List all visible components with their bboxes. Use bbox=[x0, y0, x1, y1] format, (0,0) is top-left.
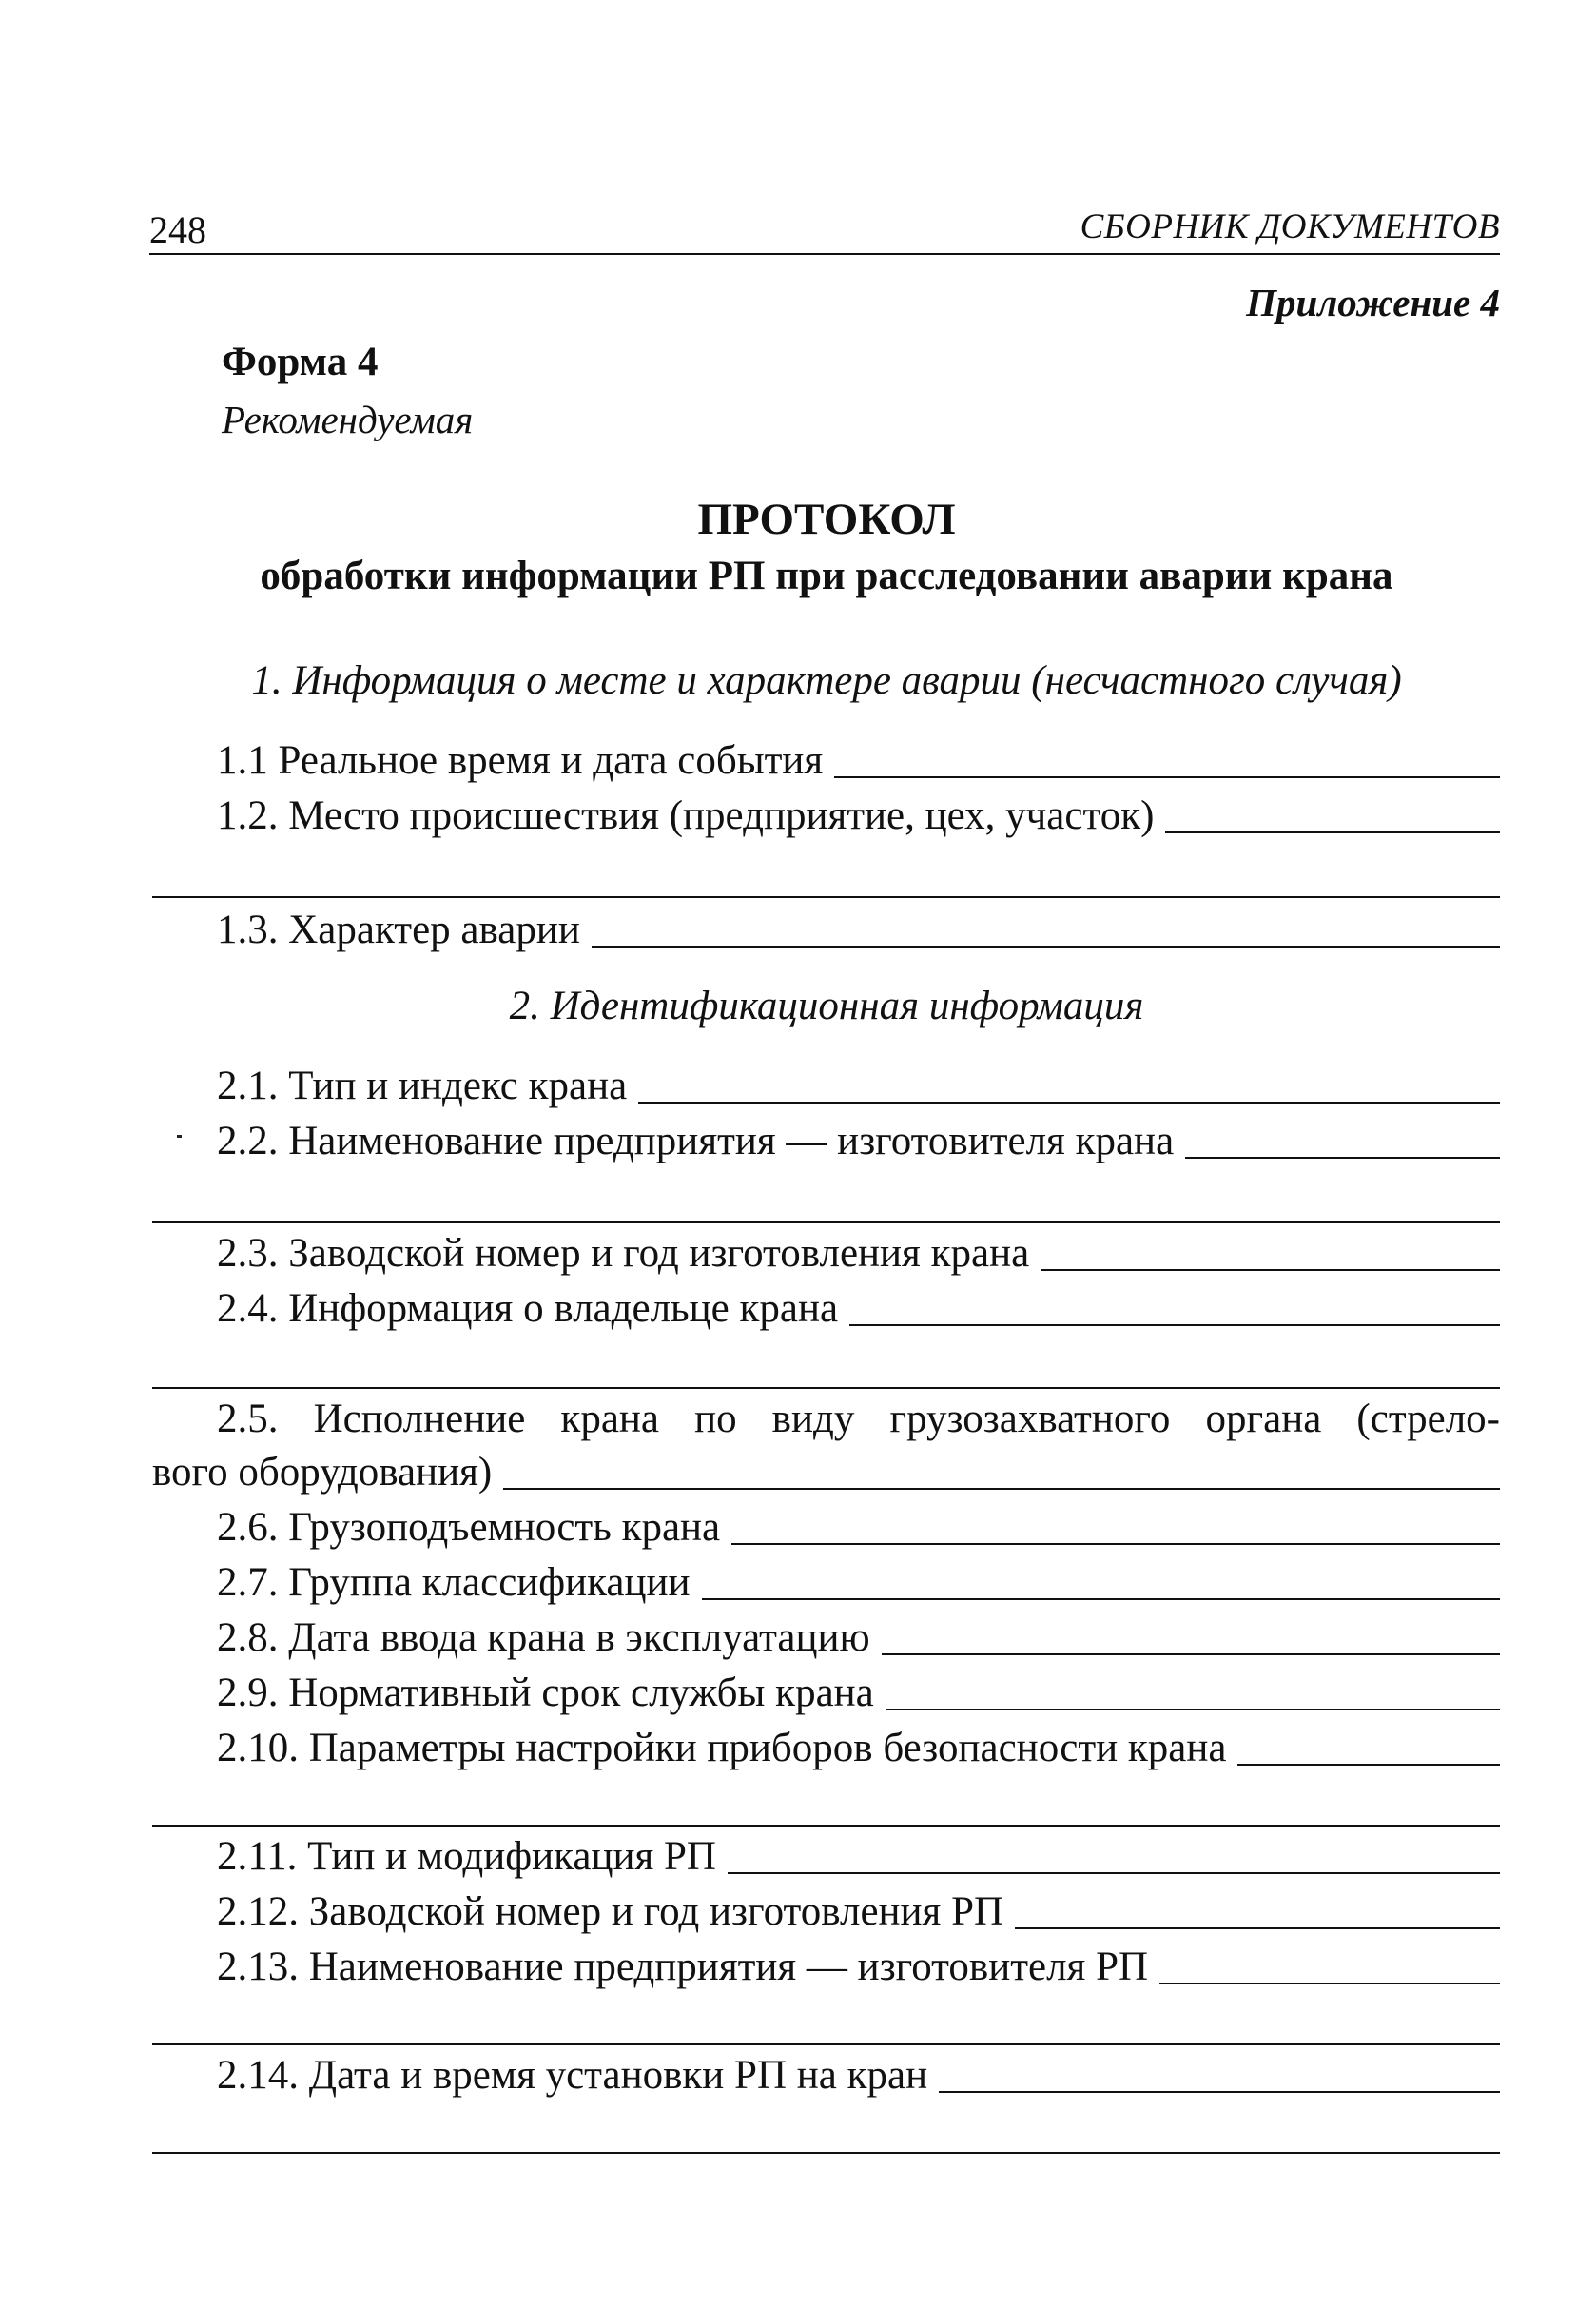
field-label: 2.7. Группа классификации bbox=[217, 1560, 691, 1605]
stray-mark bbox=[177, 1135, 182, 1138]
field-incident-place[interactable] bbox=[217, 788, 1500, 841]
field-blank[interactable] bbox=[1041, 1269, 1500, 1271]
field-blank[interactable] bbox=[503, 1488, 1500, 1490]
section-2-heading: 2. Идентификационная информация bbox=[509, 984, 1144, 1028]
field-label: 2.14. Дата и время установки РП на кран bbox=[217, 2053, 928, 2098]
continuation-line[interactable] bbox=[152, 2043, 1500, 2045]
field-label: 1.3. Характер аварии bbox=[217, 908, 580, 952]
header-rule bbox=[149, 253, 1500, 255]
continuation-line[interactable] bbox=[152, 1825, 1500, 1827]
field-crane-serial[interactable] bbox=[217, 1225, 1500, 1279]
field-blank[interactable] bbox=[1237, 1764, 1500, 1766]
field-blank[interactable] bbox=[849, 1324, 1500, 1326]
field-blank[interactable] bbox=[1185, 1157, 1500, 1159]
field-blank[interactable] bbox=[731, 1543, 1500, 1545]
document-subtitle: обработки информации РП при расследовании аварии крана bbox=[260, 554, 1393, 598]
field-label: 2.6. Грузоподъемность крана bbox=[217, 1505, 721, 1550]
field-service-life[interactable] bbox=[217, 1665, 1500, 1718]
field-label: 2.1. Тип и индекс крана bbox=[217, 1064, 628, 1108]
field-label: 2.12. Заводской номер и год изготовления РП bbox=[217, 1889, 1004, 1934]
continuation-line[interactable] bbox=[152, 2152, 1500, 2154]
field-blank[interactable] bbox=[702, 1598, 1500, 1600]
field-crane-owner[interactable] bbox=[217, 1280, 1500, 1334]
running-title: СБОРНИК ДОКУМЕНТОВ bbox=[1080, 207, 1500, 246]
field-label: вого оборудования) bbox=[152, 1450, 493, 1495]
field-rp-manufacturer[interactable] bbox=[217, 1939, 1500, 1992]
field-label: 2.8. Дата ввода крана в эксплуатацию bbox=[217, 1615, 870, 1660]
field-label: 2.9. Нормативный срок службы крана bbox=[217, 1671, 874, 1715]
field-label: 2.10. Параметры настройки приборов безопасности крана bbox=[217, 1726, 1227, 1770]
field-accident-nature[interactable] bbox=[217, 902, 1500, 955]
document-title: ПРОТОКОЛ bbox=[697, 495, 956, 544]
field-blank[interactable] bbox=[1015, 1927, 1500, 1929]
field-commissioning-date[interactable] bbox=[217, 1610, 1500, 1663]
continuation-line[interactable] bbox=[152, 1221, 1500, 1223]
field-label: 1.1 Реальное время и дата события bbox=[217, 738, 824, 783]
field-blank[interactable] bbox=[1159, 1983, 1500, 1984]
field-crane-execution-line1: 2.5. Исполнение крана по виду грузозахватного органа (стрело- bbox=[217, 1397, 1500, 1441]
continuation-line[interactable] bbox=[152, 896, 1500, 898]
field-label: 2.4. Информация о владельце крана bbox=[217, 1286, 839, 1331]
field-label: 2.13. Наименование предприятия — изготовителя РП bbox=[217, 1944, 1149, 1989]
field-crane-manufacturer[interactable] bbox=[217, 1113, 1500, 1166]
field-rp-type[interactable] bbox=[217, 1828, 1500, 1882]
field-blank[interactable] bbox=[1165, 831, 1500, 833]
field-label: 2.2. Наименование предприятия — изготовителя крана bbox=[217, 1119, 1175, 1163]
field-rp-install-date[interactable] bbox=[217, 2047, 1500, 2101]
field-blank[interactable] bbox=[592, 946, 1500, 948]
section-1-heading: 1. Информация о месте и характере аварии (несчастного случая) bbox=[251, 658, 1402, 703]
field-blank[interactable] bbox=[638, 1102, 1500, 1104]
field-label: 2.3. Заводской номер и год изготовления крана bbox=[217, 1231, 1030, 1276]
field-crane-execution[interactable] bbox=[152, 1444, 1500, 1497]
field-blank[interactable] bbox=[882, 1653, 1500, 1655]
form-note: Рекомендуемая bbox=[222, 398, 474, 441]
field-blank[interactable] bbox=[728, 1872, 1500, 1874]
field-crane-capacity[interactable] bbox=[217, 1499, 1500, 1553]
field-blank[interactable] bbox=[834, 776, 1500, 778]
field-blank[interactable] bbox=[939, 2091, 1500, 2093]
appendix-label: Приложение 4 bbox=[1246, 281, 1500, 324]
field-crane-type[interactable] bbox=[217, 1058, 1500, 1111]
field-event-time[interactable] bbox=[217, 733, 1500, 786]
page-number: 248 bbox=[149, 208, 206, 251]
field-rp-serial[interactable] bbox=[217, 1884, 1500, 1937]
field-classification-group[interactable] bbox=[217, 1554, 1500, 1608]
field-safety-settings[interactable] bbox=[217, 1720, 1500, 1773]
field-blank[interactable] bbox=[886, 1709, 1500, 1710]
continuation-line[interactable] bbox=[152, 1387, 1500, 1389]
field-label: 2.11. Тип и модификация РП bbox=[217, 1834, 716, 1879]
form-label: Форма 4 bbox=[222, 340, 379, 384]
field-label: 1.2. Место происшествия (предприятие, цех, участок) bbox=[217, 793, 1155, 838]
